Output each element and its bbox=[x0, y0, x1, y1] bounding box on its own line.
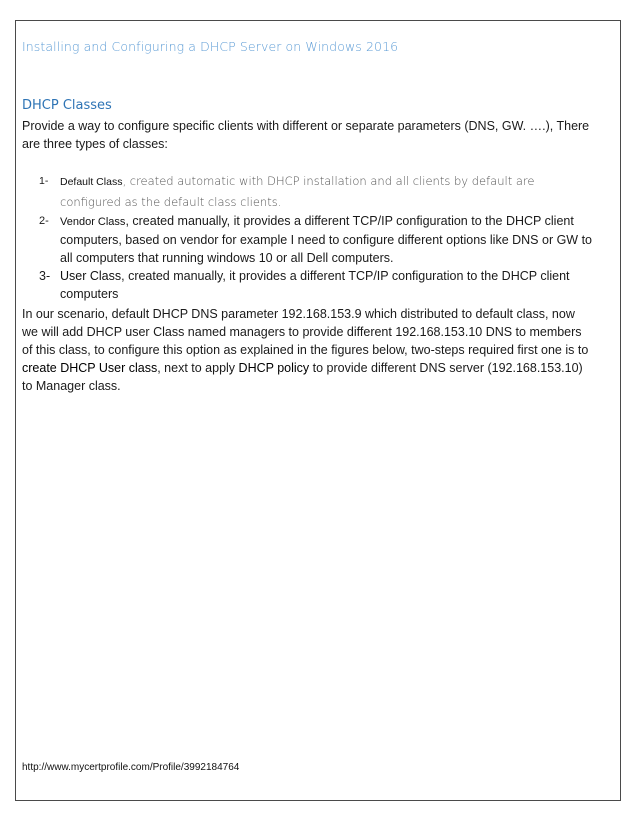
scenario-text: , next to apply bbox=[157, 361, 239, 375]
page-header-title: Installing and Configuring a DHCP Server on Windows 2016 bbox=[22, 39, 399, 54]
list-number: 3- bbox=[39, 269, 51, 283]
intro-paragraph: Provide a way to configure specific clients with different or separate parameters (DNS, GW. ….), There are three types of classes: bbox=[22, 119, 590, 151]
list-item bbox=[22, 267, 594, 303]
list-item bbox=[22, 171, 594, 212]
create-user-class-reference: create DHCP User class bbox=[22, 361, 158, 375]
scenario-paragraph bbox=[22, 305, 592, 395]
class-term: Default Class bbox=[60, 176, 123, 188]
scenario-text: In our scenario, default DHCP DNS parameter 192.168.153.9 which distributed to default class, now we will add DHCP user Class named managers to provide different 192.168.153.10 DNS to members of this class, to configure this option as explained in the figures below, two-steps required first one is to bbox=[22, 307, 589, 357]
class-term: User Class bbox=[60, 269, 122, 283]
class-description: , created automatic with DHCP installation and all clients by default are configured as the default class clients. bbox=[60, 174, 535, 209]
dhcp-policy-reference: DHCP policy bbox=[238, 361, 310, 375]
scenario-text: to provide different DNS server (192.168.153.10) to Manager class. bbox=[22, 361, 583, 393]
class-term: Vendor Class bbox=[60, 216, 126, 228]
list-number: 1- bbox=[39, 175, 49, 187]
class-description: , created manually, it provides a different TCP/IP configuration to the DHCP client computers bbox=[60, 269, 570, 301]
class-description: , created manually, it provides a different TCP/IP configuration to the DHCP client computers, based on vendor for example I need to configure different options like DNS or GW to all computers that running windows 10 or all Dell computers. bbox=[60, 214, 592, 265]
list-item bbox=[22, 212, 594, 267]
footer-url: http://www.mycertprofile.com/Profile/3992184764 bbox=[22, 762, 240, 773]
class-types-list bbox=[22, 171, 594, 303]
list-number: 2- bbox=[39, 215, 49, 227]
section-heading: DHCP Classes bbox=[22, 98, 112, 113]
